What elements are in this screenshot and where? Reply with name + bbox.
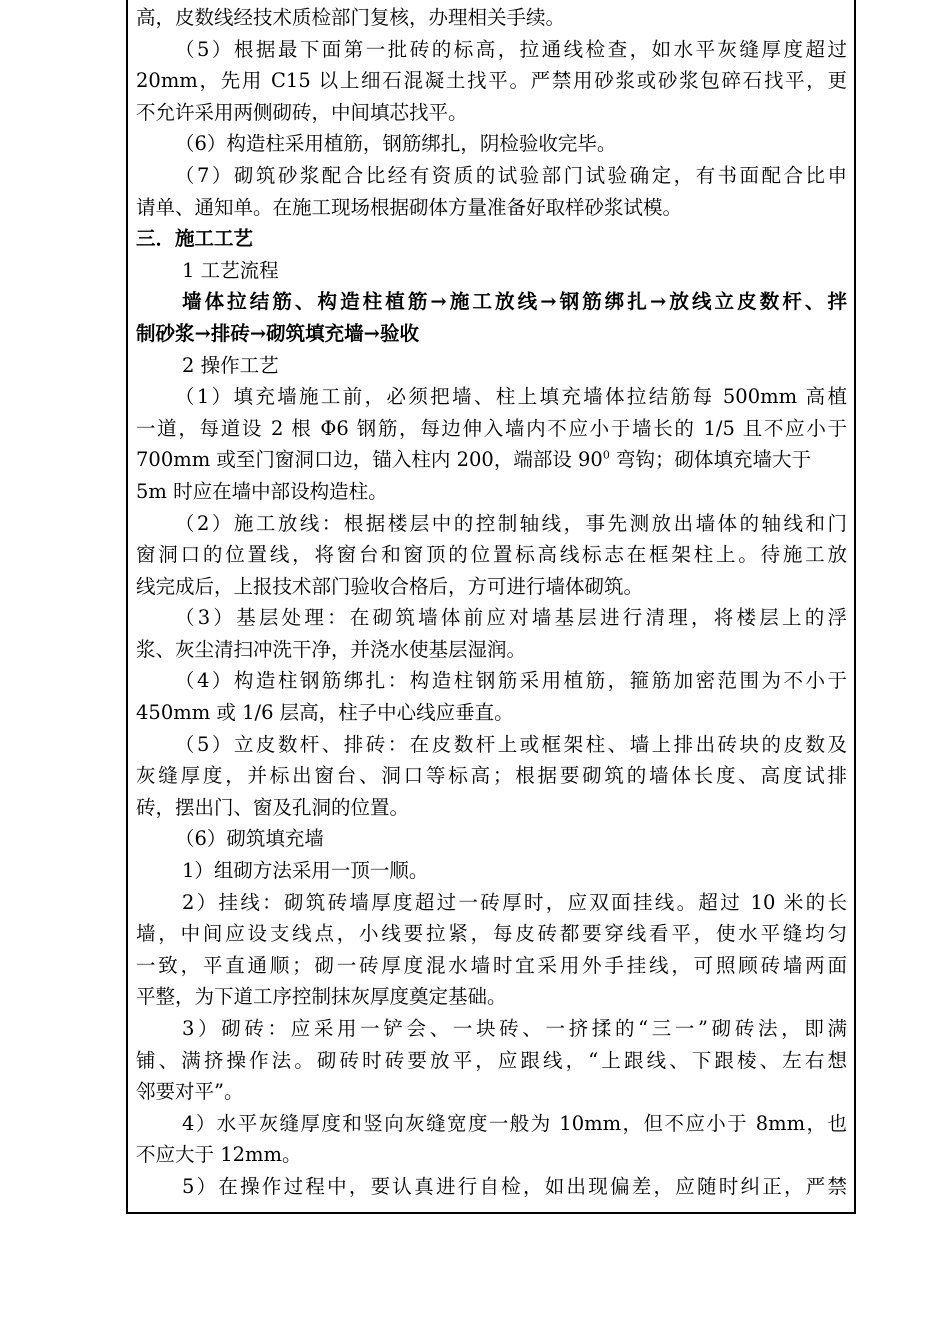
text-line: 不允许采用两侧砌砖，中间填芯找平。: [136, 100, 468, 124]
text-line: 2）挂线：砌筑砖墙厚度超过一砖厚时，应双面挂线。超过 10 米的长: [182, 890, 847, 914]
text-line: 20mm，先用 C15 以上细石混凝土找平。严禁用砂浆或砂浆包碎石找平，更: [136, 69, 847, 93]
subsection-heading: 1 工艺流程: [182, 258, 279, 282]
text-line: （3）基层处理：在砌筑墙体前应对墙基层进行清理，将楼层上的浮: [175, 606, 847, 630]
text-line: （5）立皮数杆、排砖：在皮数杆上或框架柱、墙上排出砖块的皮数及: [175, 732, 847, 756]
text-line: 邻要对平”。: [136, 1080, 244, 1104]
text-line: 450mm 或 1/6 层高，柱子中心线应垂直。: [136, 701, 514, 725]
section-heading: 三．施工工艺: [136, 227, 254, 251]
text-line: （6）砌筑填充墙: [175, 827, 324, 851]
document-body: [136, 2, 847, 1203]
text-line: 浆、灰尘清扫冲洗干净，并浇水使基层湿润。: [136, 637, 527, 661]
text-line: 5m 时应在墙中部设构造柱。: [136, 479, 388, 503]
text-segment: 700mm 或至门窗洞口边，锚入柱内 200，端部设 90: [136, 448, 603, 472]
superscript: 0: [602, 448, 610, 462]
text-line: （6）构造柱采用植筋，钢筋绑扎，阴检验收完毕。: [175, 132, 617, 156]
text-line: （4）构造柱钢筋绑扎：构造柱钢筋采用植筋，箍筋加密范围为不小于: [175, 669, 847, 693]
text-line: 铺、满挤操作法。砌砖时砖要放平，应跟线，“上跟线、下跟棱、左右想: [136, 1048, 847, 1072]
text-line: 墙，中间应设支线点，小线要拉紧，每皮砖都要穿线看平，使水平缝均匀: [136, 922, 847, 946]
text-line: 4）水平灰缝厚度和竖向灰缝宽度一般为 10mm，但不应小于 8mm，也: [182, 1111, 847, 1135]
process-flow-line: 墙体拉结筋、构造柱植筋→施工放线→钢筋绑扎→放线立皮数杆、拌: [182, 290, 847, 314]
text-line: 线完成后，上报技术部门验收合格后，方可进行墙体砌筑。: [136, 574, 644, 598]
text-line: 3）砌砖：应采用一铲会、一块砖、一挤揉的“三一”砌砖法，即满: [182, 1017, 847, 1040]
text-segment: 弯钩；砌体填充墙大于: [609, 448, 812, 472]
text-line: 灰缝厚度，并标出窗台、洞口等标高；根据要砌筑的墙体长度、高度试排: [136, 764, 847, 788]
text-line: 窗洞口的位置线，将窗台和窗顶的位置标高线标志在框架柱上。待施工放: [136, 543, 847, 567]
text-line: （5）根据最下面第一批砖的标高，拉通线检查，如水平灰缝厚度超过: [175, 37, 847, 61]
text-line: （1）填充墙施工前，必须把墙、柱上填充墙体拉结筋每 500mm 高植: [175, 385, 847, 409]
text-line: 请单、通知单。在施工现场根据砌体方量准备好取样砂浆试模。: [136, 195, 683, 219]
text-line: 砖，摆出门、窗及孔洞的位置。: [136, 795, 410, 819]
text-line: （2）施工放线：根据楼层中的控制轴线，事先测放出墙体的轴线和门: [175, 511, 847, 535]
process-flow-line: 制砂浆→排砖→砌筑填充墙→验收: [136, 321, 420, 345]
text-line: 一致，平直通顺；砌一砖厚度混水墙时宜采用外手挂线，可照顾砖墙两面: [136, 953, 847, 977]
text-line: （7）砌筑砂浆配合比经有资质的试验部门试验确定，有书面配合比申: [175, 163, 847, 187]
text-line: 一道，每道设 2 根 Φ6 钢筋，每边伸入墙内不应小于墙长的 1/5 且不应小于: [136, 416, 847, 440]
text-line: 不应大于 12mm。: [136, 1143, 302, 1167]
text-line: 1）组砌方法采用一顶一顺。: [182, 859, 429, 883]
text-line: 5）在操作过程中，要认真进行自检，如出现偏差，应随时纠正，严禁: [182, 1174, 847, 1198]
text-line: 平整，为下道工序控制抹灰厚度奠定基础。: [136, 985, 507, 1009]
text-line: [136, 444, 847, 476]
text-line: 高，皮数线经技术质检部门复核，办理相关手续。: [136, 6, 566, 29]
subsection-heading: 2 操作工艺: [182, 353, 279, 377]
